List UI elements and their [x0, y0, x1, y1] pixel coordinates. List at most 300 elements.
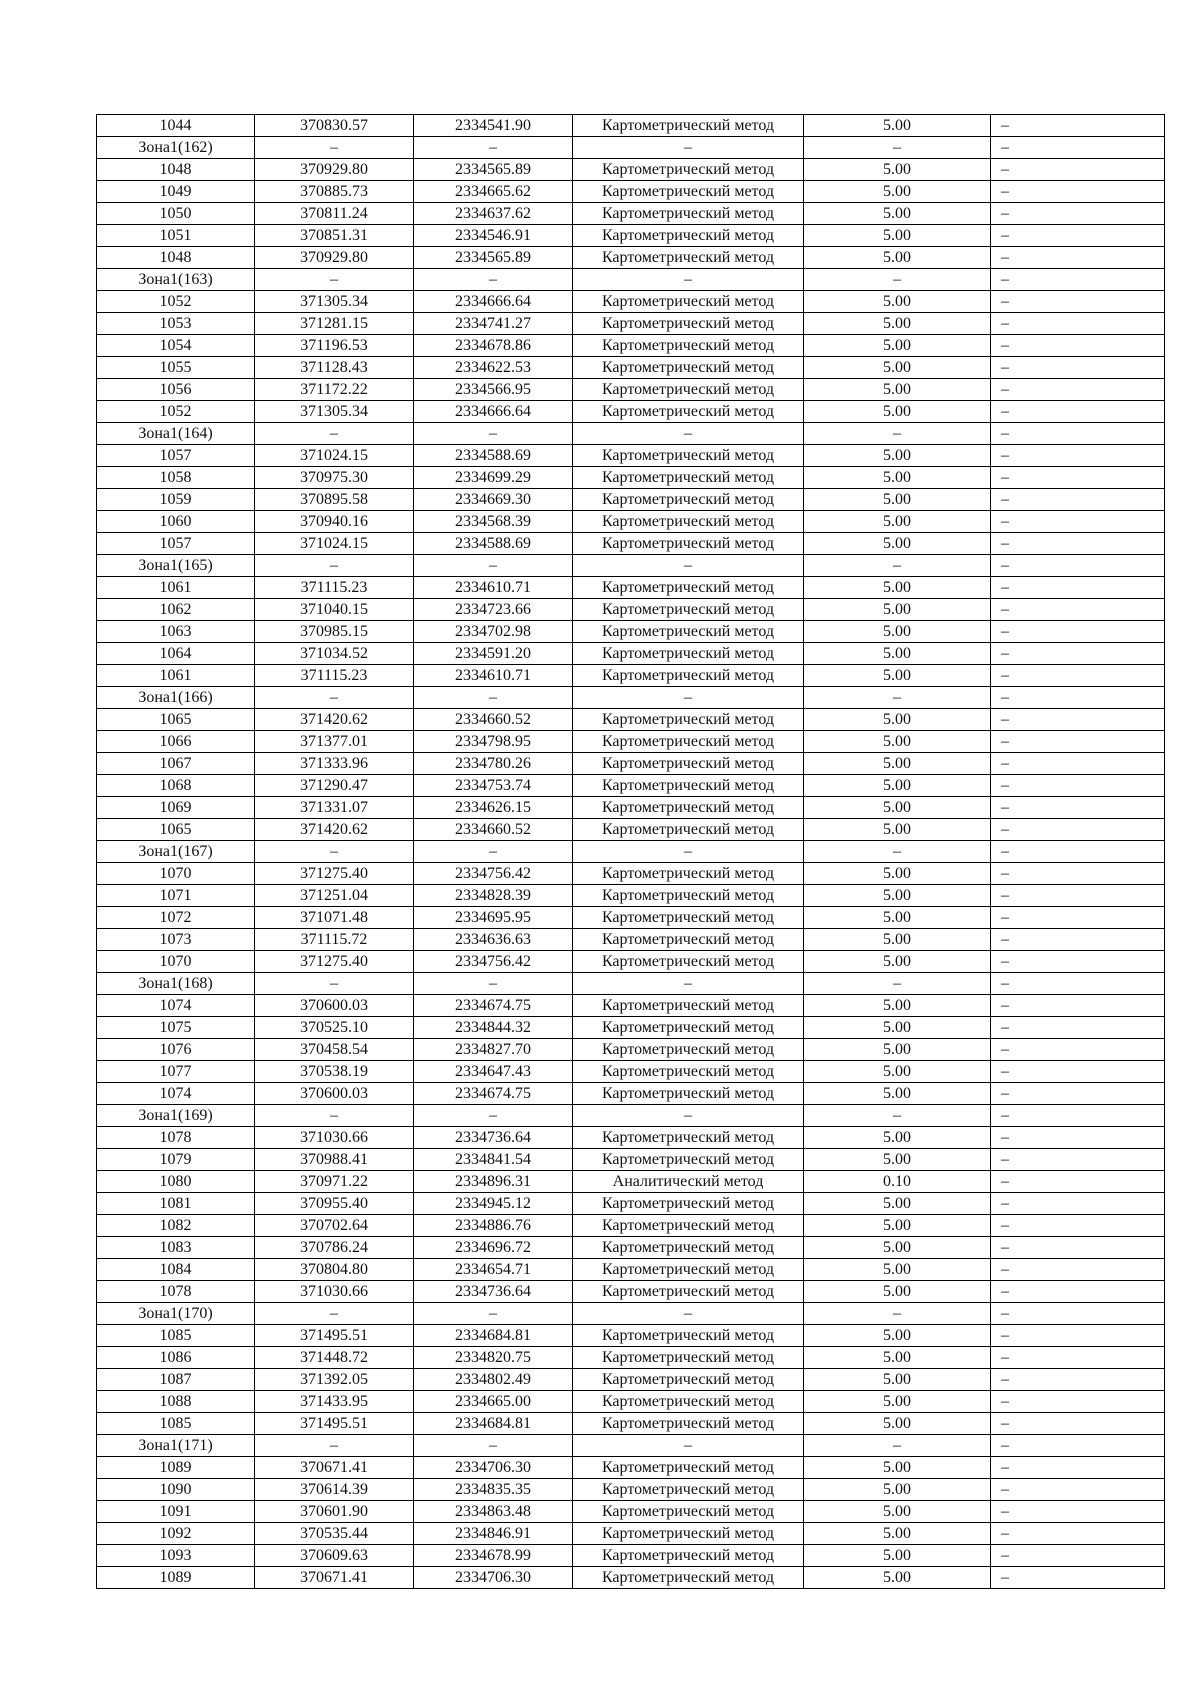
accuracy-cell: 5.00	[804, 753, 991, 775]
x-coordinate-cell: 371448.72	[255, 1347, 414, 1369]
accuracy-cell: 5.00	[804, 621, 991, 643]
y-coordinate-cell: –	[414, 555, 573, 577]
y-coordinate-cell: 2334565.89	[414, 247, 573, 269]
x-coordinate-cell: 370929.80	[255, 159, 414, 181]
y-coordinate-cell: –	[414, 1105, 573, 1127]
point-number-cell: Зона1(162)	[97, 137, 255, 159]
accuracy-cell: 5.00	[804, 951, 991, 973]
table-row	[97, 1127, 1165, 1149]
point-number-cell: 1085	[97, 1413, 255, 1435]
method-cell: –	[573, 1105, 804, 1127]
table-row	[97, 1567, 1165, 1589]
description-cell: –	[991, 1501, 1165, 1523]
x-coordinate-cell: 370955.40	[255, 1193, 414, 1215]
y-coordinate-cell: 2334844.32	[414, 1017, 573, 1039]
table-row	[97, 1347, 1165, 1369]
accuracy-cell: 5.00	[804, 1017, 991, 1039]
table-row	[97, 1369, 1165, 1391]
accuracy-cell: 5.00	[804, 797, 991, 819]
y-coordinate-cell: 2334723.66	[414, 599, 573, 621]
x-coordinate-cell: 370600.03	[255, 1083, 414, 1105]
y-coordinate-cell: 2334666.64	[414, 291, 573, 313]
accuracy-cell: 5.00	[804, 313, 991, 335]
x-coordinate-cell: 370851.31	[255, 225, 414, 247]
point-number-cell: 1062	[97, 599, 255, 621]
point-number-cell: 1077	[97, 1061, 255, 1083]
method-cell: Картометрический метод	[573, 489, 804, 511]
table-row	[97, 335, 1165, 357]
accuracy-cell: 5.00	[804, 1193, 991, 1215]
point-number-cell: 1065	[97, 819, 255, 841]
y-coordinate-cell: 2334696.72	[414, 1237, 573, 1259]
table-row	[97, 665, 1165, 687]
table-row	[97, 1193, 1165, 1215]
point-number-cell: Зона1(166)	[97, 687, 255, 709]
x-coordinate-cell: 371392.05	[255, 1369, 414, 1391]
zone-header-row	[97, 555, 1165, 577]
table-row	[97, 1017, 1165, 1039]
point-number-cell: 1089	[97, 1567, 255, 1589]
description-cell: –	[991, 423, 1165, 445]
x-coordinate-cell: 370671.41	[255, 1457, 414, 1479]
method-cell: Картометрический метод	[573, 665, 804, 687]
accuracy-cell: –	[804, 841, 991, 863]
table-row	[97, 621, 1165, 643]
x-coordinate-cell: 370614.39	[255, 1479, 414, 1501]
description-cell: –	[991, 247, 1165, 269]
description-cell: –	[991, 819, 1165, 841]
accuracy-cell: 5.00	[804, 643, 991, 665]
y-coordinate-cell: 2334678.99	[414, 1545, 573, 1567]
point-number-cell: 1070	[97, 951, 255, 973]
description-cell: –	[991, 797, 1165, 819]
x-coordinate-cell: 370600.03	[255, 995, 414, 1017]
point-number-cell: 1085	[97, 1325, 255, 1347]
y-coordinate-cell: 2334827.70	[414, 1039, 573, 1061]
x-coordinate-cell: 371275.40	[255, 951, 414, 973]
method-cell: Картометрический метод	[573, 313, 804, 335]
zone-header-row	[97, 137, 1165, 159]
x-coordinate-cell: –	[255, 1105, 414, 1127]
table-row	[97, 379, 1165, 401]
description-cell: –	[991, 1105, 1165, 1127]
x-coordinate-cell: –	[255, 137, 414, 159]
accuracy-cell: 5.00	[804, 1369, 991, 1391]
y-coordinate-cell: 2334674.75	[414, 1083, 573, 1105]
point-number-cell: 1064	[97, 643, 255, 665]
y-coordinate-cell: 2334886.76	[414, 1215, 573, 1237]
y-coordinate-cell: 2334706.30	[414, 1567, 573, 1589]
method-cell: Картометрический метод	[573, 225, 804, 247]
accuracy-cell: 5.00	[804, 819, 991, 841]
description-cell: –	[991, 115, 1165, 137]
y-coordinate-cell: 2334665.62	[414, 181, 573, 203]
table-row	[97, 1039, 1165, 1061]
y-coordinate-cell: –	[414, 269, 573, 291]
method-cell: Картометрический метод	[573, 951, 804, 973]
description-cell: –	[991, 863, 1165, 885]
accuracy-cell: 5.00	[804, 1457, 991, 1479]
x-coordinate-cell: –	[255, 687, 414, 709]
point-number-cell: 1074	[97, 995, 255, 1017]
x-coordinate-cell: –	[255, 423, 414, 445]
description-cell: –	[991, 1149, 1165, 1171]
accuracy-cell: 5.00	[804, 247, 991, 269]
zone-header-row	[97, 269, 1165, 291]
y-coordinate-cell: 2334660.52	[414, 709, 573, 731]
description-cell: –	[991, 1259, 1165, 1281]
point-number-cell: 1078	[97, 1127, 255, 1149]
table-row	[97, 313, 1165, 335]
x-coordinate-cell: 371495.51	[255, 1413, 414, 1435]
method-cell: Картометрический метод	[573, 1369, 804, 1391]
point-number-cell: 1050	[97, 203, 255, 225]
point-number-cell: 1092	[97, 1523, 255, 1545]
point-number-cell: 1083	[97, 1237, 255, 1259]
table-row	[97, 599, 1165, 621]
x-coordinate-cell: 370671.41	[255, 1567, 414, 1589]
y-coordinate-cell: 2334647.43	[414, 1061, 573, 1083]
accuracy-cell: –	[804, 1435, 991, 1457]
point-number-cell: 1073	[97, 929, 255, 951]
accuracy-cell: 5.00	[804, 1061, 991, 1083]
point-number-cell: 1089	[97, 1457, 255, 1479]
y-coordinate-cell: 2334546.91	[414, 225, 573, 247]
accuracy-cell: 5.00	[804, 291, 991, 313]
point-number-cell: 1074	[97, 1083, 255, 1105]
method-cell: Картометрический метод	[573, 929, 804, 951]
x-coordinate-cell: 370940.16	[255, 511, 414, 533]
point-number-cell: 1056	[97, 379, 255, 401]
method-cell: Картометрический метод	[573, 203, 804, 225]
y-coordinate-cell: 2334684.81	[414, 1325, 573, 1347]
accuracy-cell: 5.00	[804, 533, 991, 555]
description-cell: –	[991, 599, 1165, 621]
table-row	[97, 863, 1165, 885]
point-number-cell: 1063	[97, 621, 255, 643]
method-cell: Картометрический метод	[573, 995, 804, 1017]
x-coordinate-cell: 370535.44	[255, 1523, 414, 1545]
table-row	[97, 643, 1165, 665]
y-coordinate-cell: 2334588.69	[414, 445, 573, 467]
y-coordinate-cell: 2334654.71	[414, 1259, 573, 1281]
description-cell: –	[991, 885, 1165, 907]
method-cell: Картометрический метод	[573, 159, 804, 181]
method-cell: Картометрический метод	[573, 1259, 804, 1281]
method-cell: Картометрический метод	[573, 1545, 804, 1567]
x-coordinate-cell: –	[255, 1435, 414, 1457]
y-coordinate-cell: 2334841.54	[414, 1149, 573, 1171]
x-coordinate-cell: 370975.30	[255, 467, 414, 489]
point-number-cell: 1049	[97, 181, 255, 203]
accuracy-cell: 5.00	[804, 775, 991, 797]
x-coordinate-cell: 370811.24	[255, 203, 414, 225]
table-row	[97, 467, 1165, 489]
accuracy-cell: 5.00	[804, 379, 991, 401]
table-row	[97, 247, 1165, 269]
y-coordinate-cell: 2334828.39	[414, 885, 573, 907]
x-coordinate-cell: 371030.66	[255, 1127, 414, 1149]
description-cell: –	[991, 467, 1165, 489]
point-number-cell: 1061	[97, 577, 255, 599]
point-number-cell: 1087	[97, 1369, 255, 1391]
description-cell: –	[991, 225, 1165, 247]
y-coordinate-cell: 2334665.00	[414, 1391, 573, 1413]
point-number-cell: 1088	[97, 1391, 255, 1413]
table-row	[97, 533, 1165, 555]
point-number-cell: 1075	[97, 1017, 255, 1039]
accuracy-cell: 5.00	[804, 335, 991, 357]
accuracy-cell: 5.00	[804, 401, 991, 423]
point-number-cell: 1082	[97, 1215, 255, 1237]
x-coordinate-cell: 371071.48	[255, 907, 414, 929]
table-row	[97, 1281, 1165, 1303]
accuracy-cell: 5.00	[804, 1325, 991, 1347]
point-number-cell: 1071	[97, 885, 255, 907]
point-number-cell: 1078	[97, 1281, 255, 1303]
table-row	[97, 1413, 1165, 1435]
method-cell: Картометрический метод	[573, 1523, 804, 1545]
point-number-cell: 1080	[97, 1171, 255, 1193]
table-row	[97, 1391, 1165, 1413]
accuracy-cell: 5.00	[804, 445, 991, 467]
x-coordinate-cell: 371377.01	[255, 731, 414, 753]
table-row	[97, 511, 1165, 533]
accuracy-cell: 5.00	[804, 181, 991, 203]
point-number-cell: Зона1(163)	[97, 269, 255, 291]
y-coordinate-cell: 2334626.15	[414, 797, 573, 819]
y-coordinate-cell: –	[414, 137, 573, 159]
accuracy-cell: –	[804, 555, 991, 577]
method-cell: Картометрический метод	[573, 1215, 804, 1237]
x-coordinate-cell: 371420.62	[255, 819, 414, 841]
description-cell: –	[991, 1545, 1165, 1567]
description-cell: –	[991, 1193, 1165, 1215]
x-coordinate-cell: 371305.34	[255, 291, 414, 313]
method-cell: Картометрический метод	[573, 599, 804, 621]
method-cell: Картометрический метод	[573, 335, 804, 357]
accuracy-cell: –	[804, 973, 991, 995]
point-number-cell: 1055	[97, 357, 255, 379]
method-cell: –	[573, 1303, 804, 1325]
table-row	[97, 951, 1165, 973]
x-coordinate-cell: 370985.15	[255, 621, 414, 643]
method-cell: Картометрический метод	[573, 181, 804, 203]
table-row	[97, 797, 1165, 819]
table-row	[97, 885, 1165, 907]
description-cell: –	[991, 1413, 1165, 1435]
method-cell: Картометрический метод	[573, 1479, 804, 1501]
x-coordinate-cell: –	[255, 555, 414, 577]
method-cell: Картометрический метод	[573, 885, 804, 907]
method-cell: Картометрический метод	[573, 1039, 804, 1061]
description-cell: –	[991, 1435, 1165, 1457]
point-number-cell: Зона1(164)	[97, 423, 255, 445]
table-row	[97, 159, 1165, 181]
method-cell: Картометрический метод	[573, 401, 804, 423]
method-cell: –	[573, 687, 804, 709]
y-coordinate-cell: 2334568.39	[414, 511, 573, 533]
accuracy-cell: 5.00	[804, 159, 991, 181]
y-coordinate-cell: 2334945.12	[414, 1193, 573, 1215]
accuracy-cell: 5.00	[804, 599, 991, 621]
y-coordinate-cell: 2334756.42	[414, 863, 573, 885]
table-row	[97, 753, 1165, 775]
zone-header-row	[97, 1303, 1165, 1325]
table-row	[97, 445, 1165, 467]
x-coordinate-cell: 370525.10	[255, 1017, 414, 1039]
table-row	[97, 1545, 1165, 1567]
accuracy-cell: 5.00	[804, 885, 991, 907]
description-cell: –	[991, 379, 1165, 401]
x-coordinate-cell: 371290.47	[255, 775, 414, 797]
x-coordinate-cell: 370786.24	[255, 1237, 414, 1259]
y-coordinate-cell: 2334566.95	[414, 379, 573, 401]
method-cell: –	[573, 973, 804, 995]
y-coordinate-cell: 2334702.98	[414, 621, 573, 643]
method-cell: Картометрический метод	[573, 357, 804, 379]
x-coordinate-cell: 370538.19	[255, 1061, 414, 1083]
point-number-cell: 1057	[97, 533, 255, 555]
x-coordinate-cell: 371495.51	[255, 1325, 414, 1347]
y-coordinate-cell: –	[414, 973, 573, 995]
description-cell: –	[991, 687, 1165, 709]
table-row	[97, 819, 1165, 841]
method-cell: Картометрический метод	[573, 1237, 804, 1259]
description-cell: –	[991, 643, 1165, 665]
x-coordinate-cell: 371034.52	[255, 643, 414, 665]
y-coordinate-cell: –	[414, 841, 573, 863]
point-number-cell: 1059	[97, 489, 255, 511]
method-cell: Картометрический метод	[573, 1325, 804, 1347]
y-coordinate-cell: 2334636.63	[414, 929, 573, 951]
description-cell: –	[991, 731, 1165, 753]
y-coordinate-cell: –	[414, 1435, 573, 1457]
accuracy-cell: 5.00	[804, 1523, 991, 1545]
method-cell: Картометрический метод	[573, 1501, 804, 1523]
method-cell: –	[573, 841, 804, 863]
method-cell: Картометрический метод	[573, 621, 804, 643]
point-number-cell: 1090	[97, 1479, 255, 1501]
y-coordinate-cell: –	[414, 423, 573, 445]
method-cell: Картометрический метод	[573, 819, 804, 841]
description-cell: –	[991, 159, 1165, 181]
table-row	[97, 577, 1165, 599]
accuracy-cell: 5.00	[804, 1545, 991, 1567]
table-row	[97, 907, 1165, 929]
accuracy-cell: 5.00	[804, 907, 991, 929]
description-cell: –	[991, 1479, 1165, 1501]
point-number-cell: 1079	[97, 1149, 255, 1171]
point-number-cell: 1054	[97, 335, 255, 357]
x-coordinate-cell: –	[255, 1303, 414, 1325]
table-row	[97, 1237, 1165, 1259]
point-number-cell: 1058	[97, 467, 255, 489]
description-cell: –	[991, 1347, 1165, 1369]
accuracy-cell: 5.00	[804, 863, 991, 885]
description-cell: –	[991, 709, 1165, 731]
method-cell: Картометрический метод	[573, 643, 804, 665]
point-number-cell: 1057	[97, 445, 255, 467]
description-cell: –	[991, 1083, 1165, 1105]
table-row	[97, 1501, 1165, 1523]
zone-header-row	[97, 423, 1165, 445]
coordinates-table	[96, 114, 1165, 1589]
point-number-cell: 1067	[97, 753, 255, 775]
method-cell: Картометрический метод	[573, 775, 804, 797]
accuracy-cell: 5.00	[804, 1215, 991, 1237]
description-cell: –	[991, 357, 1165, 379]
table-row	[97, 731, 1165, 753]
y-coordinate-cell: 2334588.69	[414, 533, 573, 555]
description-cell: –	[991, 995, 1165, 1017]
table-row	[97, 1171, 1165, 1193]
accuracy-cell: 5.00	[804, 709, 991, 731]
x-coordinate-cell: 371420.62	[255, 709, 414, 731]
y-coordinate-cell: 2334780.26	[414, 753, 573, 775]
accuracy-cell: 5.00	[804, 1347, 991, 1369]
zone-header-row	[97, 1435, 1165, 1457]
y-coordinate-cell: 2334565.89	[414, 159, 573, 181]
description-cell: –	[991, 1039, 1165, 1061]
accuracy-cell: 5.00	[804, 731, 991, 753]
point-number-cell: 1081	[97, 1193, 255, 1215]
table-row	[97, 775, 1165, 797]
point-number-cell: 1053	[97, 313, 255, 335]
y-coordinate-cell: 2334736.64	[414, 1127, 573, 1149]
x-coordinate-cell: 370830.57	[255, 115, 414, 137]
x-coordinate-cell: 371281.15	[255, 313, 414, 335]
table-row	[97, 929, 1165, 951]
table-row	[97, 995, 1165, 1017]
accuracy-cell: 5.00	[804, 929, 991, 951]
method-cell: Картометрический метод	[573, 1149, 804, 1171]
method-cell: Картометрический метод	[573, 1457, 804, 1479]
accuracy-cell: 5.00	[804, 203, 991, 225]
description-cell: –	[991, 1567, 1165, 1589]
y-coordinate-cell: 2334622.53	[414, 357, 573, 379]
point-number-cell: Зона1(168)	[97, 973, 255, 995]
accuracy-cell: 5.00	[804, 467, 991, 489]
method-cell: Картометрический метод	[573, 1567, 804, 1589]
x-coordinate-cell: 370885.73	[255, 181, 414, 203]
description-cell: –	[991, 951, 1165, 973]
zone-header-row	[97, 687, 1165, 709]
y-coordinate-cell: 2334699.29	[414, 467, 573, 489]
description-cell: –	[991, 269, 1165, 291]
point-number-cell: Зона1(167)	[97, 841, 255, 863]
method-cell: Картометрический метод	[573, 467, 804, 489]
description-cell: –	[991, 181, 1165, 203]
x-coordinate-cell: 371196.53	[255, 335, 414, 357]
description-cell: –	[991, 1303, 1165, 1325]
point-number-cell: 1048	[97, 159, 255, 181]
table-row	[97, 1215, 1165, 1237]
description-cell: –	[991, 401, 1165, 423]
point-number-cell: 1051	[97, 225, 255, 247]
y-coordinate-cell: 2334684.81	[414, 1413, 573, 1435]
accuracy-cell: 5.00	[804, 1039, 991, 1061]
method-cell: Картометрический метод	[573, 1017, 804, 1039]
point-number-cell: 1048	[97, 247, 255, 269]
description-cell: –	[991, 1215, 1165, 1237]
y-coordinate-cell: 2334610.71	[414, 665, 573, 687]
method-cell: –	[573, 423, 804, 445]
method-cell: –	[573, 555, 804, 577]
accuracy-cell: 5.00	[804, 357, 991, 379]
zone-header-row	[97, 973, 1165, 995]
y-coordinate-cell: 2334756.42	[414, 951, 573, 973]
